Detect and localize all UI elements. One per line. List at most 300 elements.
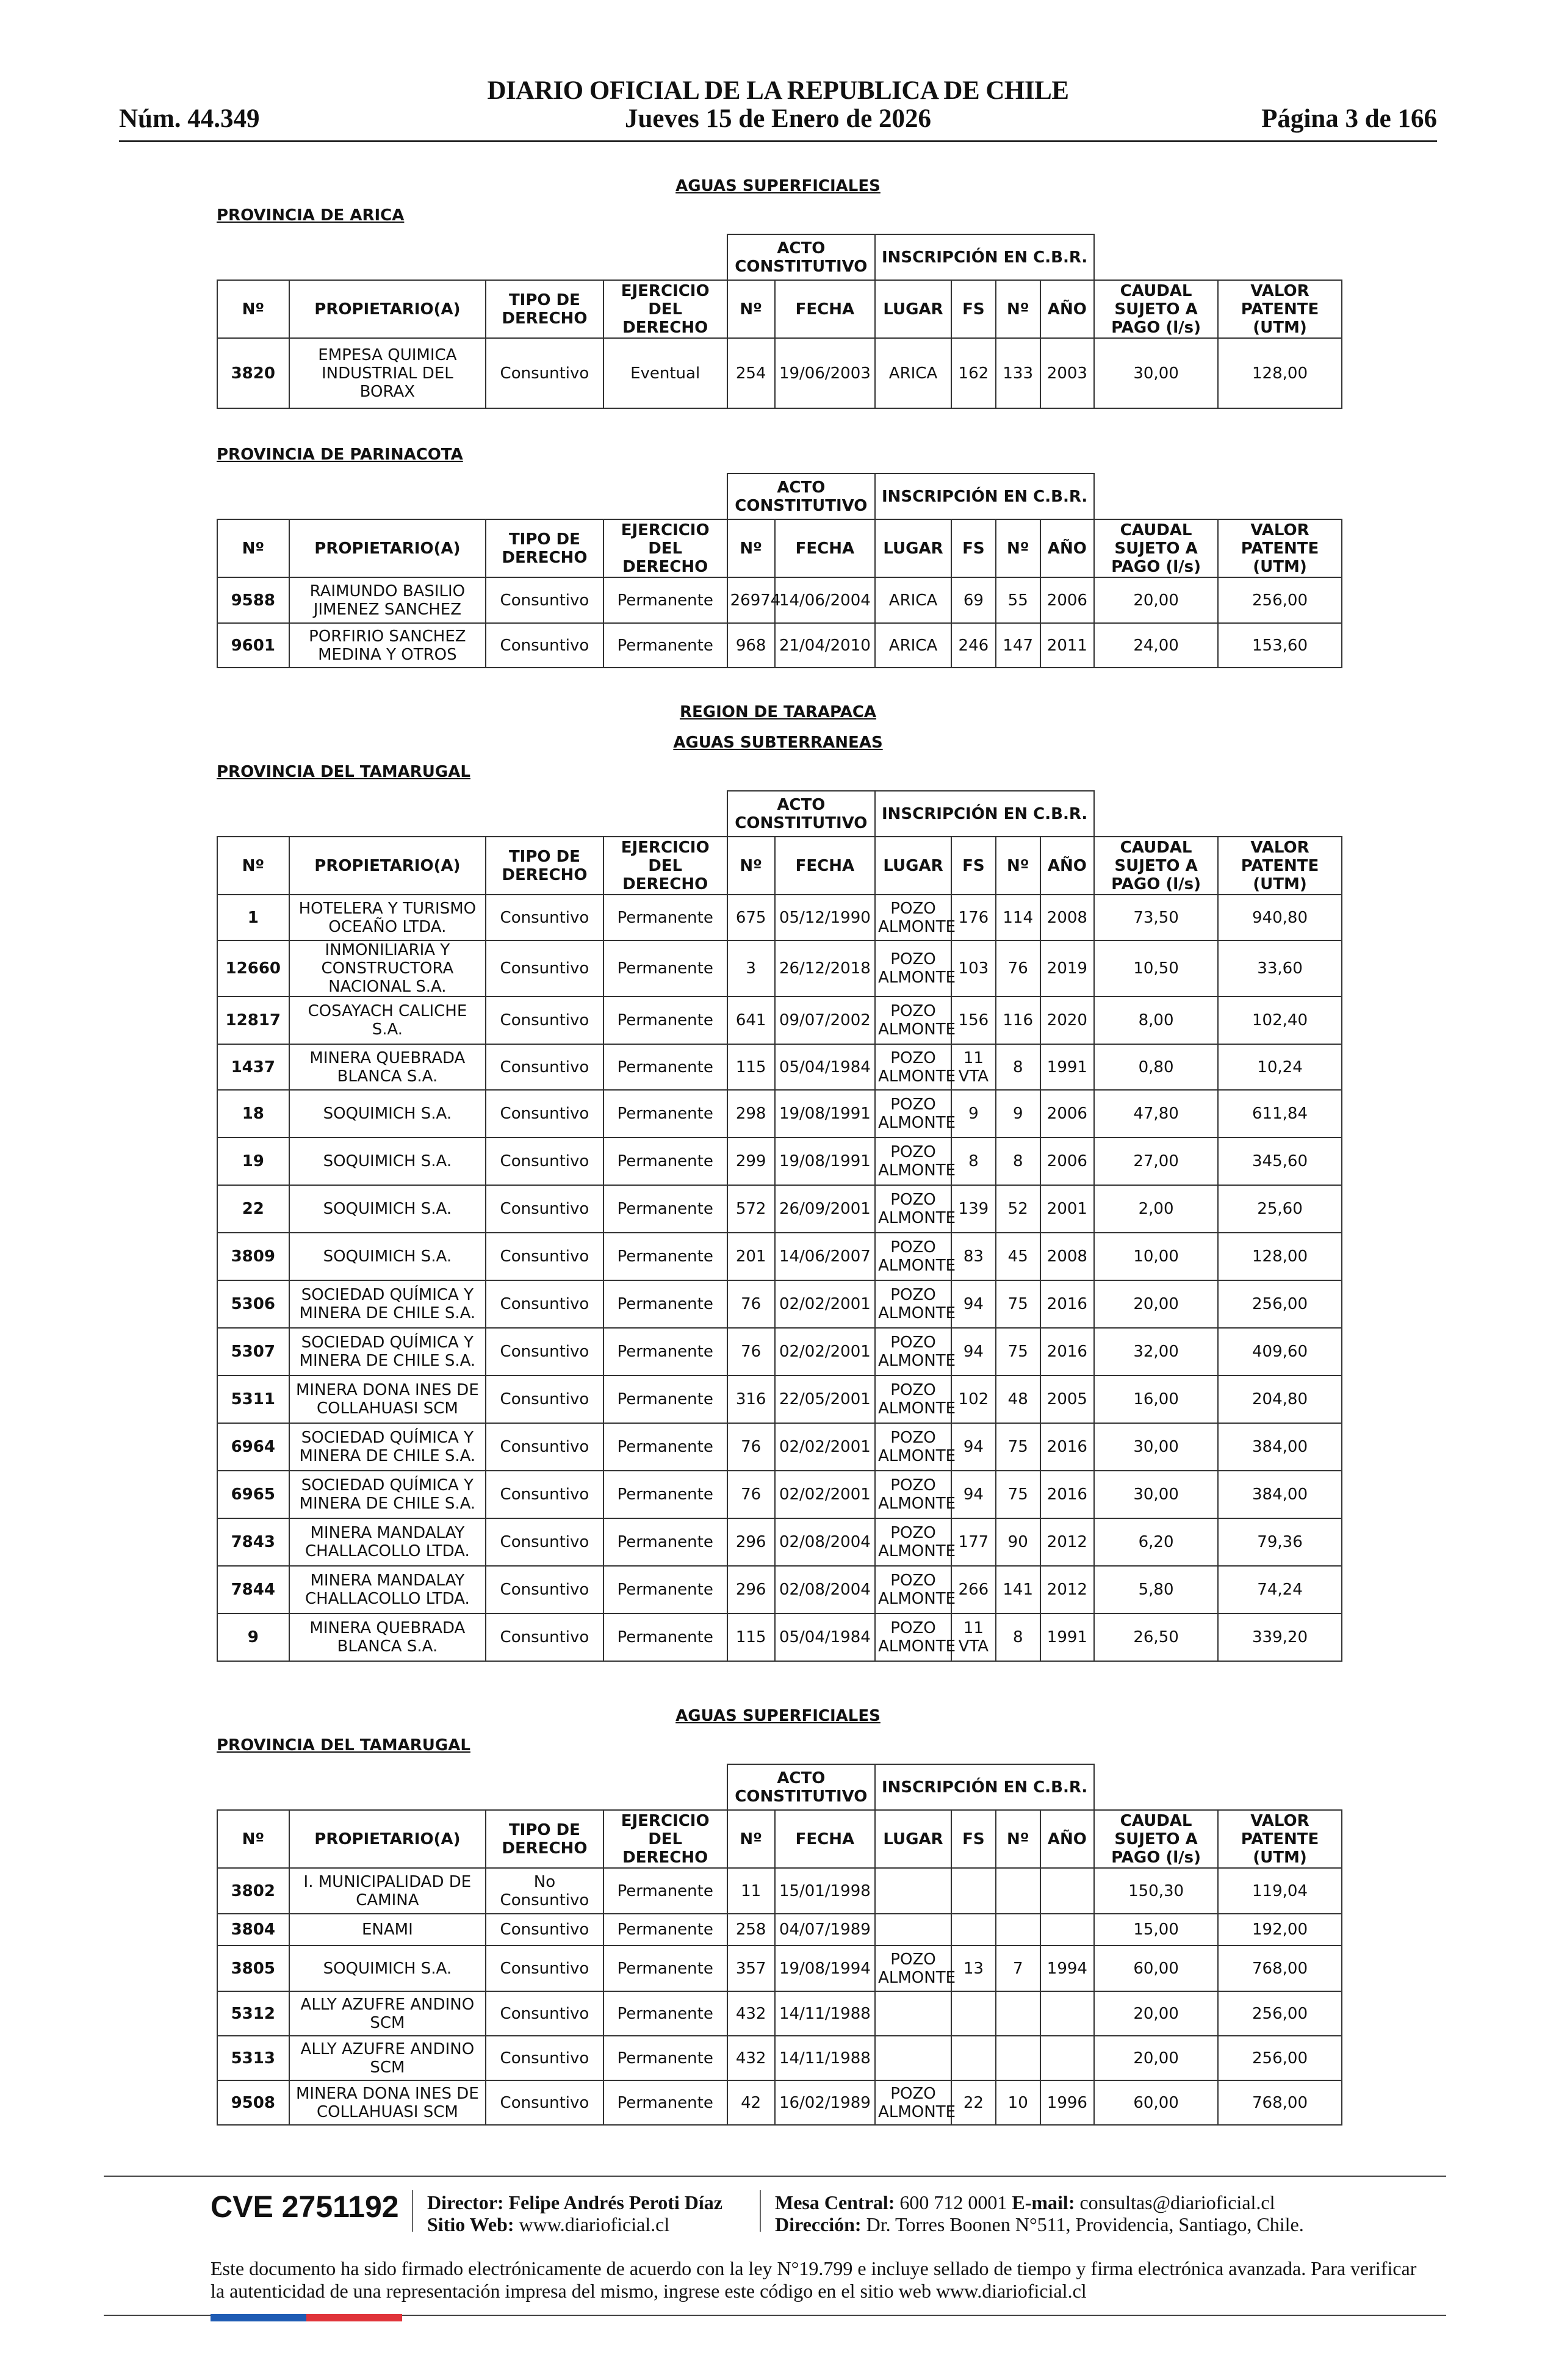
website-link[interactable]: www.diarioficial.cl — [519, 2213, 670, 2235]
publication-title: DIARIO OFICIAL DE LA REPUBLICA DE CHILE — [487, 76, 1069, 105]
table-row — [217, 1868, 1342, 1914]
valor-patente-cell: 384,00 — [1218, 1423, 1342, 1471]
anio-cell: 2005 — [1040, 1376, 1094, 1423]
header-spacer — [217, 234, 727, 280]
valor-patente-cell: 339,20 — [1218, 1614, 1342, 1661]
fs-cell: 156 — [951, 997, 996, 1044]
propietario-header: PROPIETARIO(A) — [289, 519, 486, 577]
valor-patente-cell: 940,80 — [1218, 895, 1342, 940]
inscripcion-numero-cell: 45 — [996, 1233, 1040, 1280]
ejercicio-cell: Eventual — [603, 338, 727, 408]
lugar-cell: POZO ALMONTE — [875, 1138, 951, 1185]
acto-numero-header: Nº — [727, 280, 775, 338]
propietario-cell: INMONILIARIA Y CONSTRUCTORA NACIONAL S.A. — [289, 940, 486, 997]
address-text: Dr. Torres Boonen N°511, Providencia, Santiago, Chile. — [866, 2213, 1304, 2235]
lugar-cell: POZO ALMONTE — [875, 997, 951, 1044]
fs-cell: 13 — [951, 1945, 996, 1991]
propietario-cell: MINERA QUEBRADA BLANCA S.A. — [289, 1044, 486, 1090]
tipo-derecho-header: TIPO DE DERECHO — [486, 519, 603, 577]
fs-cell: 69 — [951, 577, 996, 623]
lugar-cell: ARICA — [875, 623, 951, 668]
numero-cell: 1 — [217, 895, 289, 940]
anio-header: AÑO — [1040, 837, 1094, 895]
acto-fecha-cell: 14/11/1988 — [775, 1991, 875, 2036]
mesa-label: Mesa Central: — [775, 2191, 895, 2213]
lugar-cell: POZO ALMONTE — [875, 1376, 951, 1423]
tipo-derecho-cell: Consuntivo — [486, 2080, 603, 2125]
acto-numero-header: Nº — [727, 519, 775, 577]
fs-cell — [951, 2036, 996, 2080]
ejercicio-header: EJERCICIO DEL DERECHO — [603, 837, 727, 895]
tipo-derecho-cell: Consuntivo — [486, 940, 603, 997]
valor-patente-cell: 256,00 — [1218, 1280, 1342, 1328]
inscripcion-numero-cell: 141 — [996, 1566, 1040, 1614]
valor-patente-cell: 33,60 — [1218, 940, 1342, 997]
anio-cell: 2003 — [1040, 338, 1094, 408]
lugar-cell: POZO ALMONTE — [875, 1090, 951, 1138]
caudal-cell: 32,00 — [1094, 1328, 1218, 1376]
director-name: Felipe Andrés Peroti Díaz — [508, 2191, 722, 2213]
caudal-cell: 20,00 — [1094, 577, 1218, 623]
fs-cell: 83 — [951, 1233, 996, 1280]
anio-cell: 2016 — [1040, 1328, 1094, 1376]
page-number: Página 3 de 166 — [1261, 104, 1437, 133]
tipo-derecho-header: TIPO DE DERECHO — [486, 1810, 603, 1868]
ejercicio-cell: Permanente — [603, 623, 727, 668]
inscripcion-header: INSCRIPCIÓN EN C.B.R. — [875, 234, 1094, 280]
acto-numero-cell: 298 — [727, 1090, 775, 1138]
propietario-cell: SOQUIMICH S.A. — [289, 1138, 486, 1185]
inscripcion-numero-cell — [996, 1868, 1040, 1914]
ejercicio-header: EJERCICIO DEL DERECHO — [603, 519, 727, 577]
header-spacer — [217, 1764, 727, 1810]
table-row — [217, 1138, 1342, 1185]
inscripcion-numero-header: Nº — [996, 837, 1040, 895]
acto-fecha-cell: 02/02/2001 — [775, 1471, 875, 1518]
acto-fecha-cell: 16/02/1989 — [775, 2080, 875, 2125]
tipo-derecho-cell: Consuntivo — [486, 577, 603, 623]
tipo-derecho-cell: Consuntivo — [486, 623, 603, 668]
anio-cell: 2006 — [1040, 577, 1094, 623]
inscripcion-numero-cell: 114 — [996, 895, 1040, 940]
director-label: Director: — [427, 2191, 504, 2213]
anio-cell: 1991 — [1040, 1044, 1094, 1090]
propietario-cell: COSAYACH CALICHE S.A. — [289, 997, 486, 1044]
acto-fecha-cell: 02/02/2001 — [775, 1328, 875, 1376]
valor-patente-header: VALOR PATENTE (UTM) — [1218, 519, 1342, 577]
column-header-row — [217, 1810, 1342, 1868]
section-heading: AGUAS SUPERFICIALES — [675, 177, 881, 195]
ejercicio-header: EJERCICIO DEL DERECHO — [603, 280, 727, 338]
anio-cell — [1040, 2036, 1094, 2080]
acto-numero-cell: 357 — [727, 1945, 775, 1991]
acto-fecha-cell: 02/08/2004 — [775, 1566, 875, 1614]
inscripcion-numero-cell — [996, 2036, 1040, 2080]
valor-patente-cell: 10,24 — [1218, 1044, 1342, 1090]
table-row — [217, 940, 1342, 997]
propietario-cell: MINERA DONA INES DE COLLAHUASI SCM — [289, 2080, 486, 2125]
acto-numero-cell: 296 — [727, 1566, 775, 1614]
group-header-row — [217, 474, 1342, 519]
fs-cell: 103 — [951, 940, 996, 997]
lugar-cell: POZO ALMONTE — [875, 1471, 951, 1518]
fs-cell: 11 VTA — [951, 1614, 996, 1661]
propietario-cell: MINERA DONA INES DE COLLAHUASI SCM — [289, 1376, 486, 1423]
numero-cell: 12660 — [217, 940, 289, 997]
inscripcion-numero-cell: 90 — [996, 1518, 1040, 1566]
ejercicio-cell: Permanente — [603, 1044, 727, 1090]
anio-cell: 2012 — [1040, 1518, 1094, 1566]
lugar-cell — [875, 2036, 951, 2080]
numero-header: Nº — [217, 519, 289, 577]
inscripcion-numero-header: Nº — [996, 280, 1040, 338]
inscripcion-header: INSCRIPCIÓN EN C.B.R. — [875, 1764, 1094, 1810]
acto-fecha-cell: 26/09/2001 — [775, 1185, 875, 1233]
caudal-cell: 6,20 — [1094, 1518, 1218, 1566]
propietario-cell: ENAMI — [289, 1914, 486, 1945]
tipo-derecho-cell: Consuntivo — [486, 1518, 603, 1566]
lugar-cell: ARICA — [875, 338, 951, 408]
fs-cell — [951, 1868, 996, 1914]
acto-fecha-cell: 15/01/1998 — [775, 1868, 875, 1914]
caudal-cell: 30,00 — [1094, 1423, 1218, 1471]
acto-fecha-header: FECHA — [775, 280, 875, 338]
inscripcion-numero-cell: 7 — [996, 1945, 1040, 1991]
fs-cell — [951, 1914, 996, 1945]
propietario-cell: SOCIEDAD QUÍMICA Y MINERA DE CHILE S.A. — [289, 1328, 486, 1376]
numero-cell: 3802 — [217, 1868, 289, 1914]
ejercicio-cell: Permanente — [603, 1376, 727, 1423]
acto-fecha-cell: 14/06/2004 — [775, 577, 875, 623]
inscripcion-numero-cell: 8 — [996, 1044, 1040, 1090]
caudal-cell: 5,80 — [1094, 1566, 1218, 1614]
propietario-cell: EMPESA QUIMICA INDUSTRIAL DEL BORAX — [289, 338, 486, 408]
fs-header: FS — [951, 280, 996, 338]
fs-cell: 94 — [951, 1423, 996, 1471]
footer-divider — [412, 2190, 413, 2232]
caudal-cell: 16,00 — [1094, 1376, 1218, 1423]
website-label: Sitio Web: — [427, 2213, 514, 2235]
fs-cell: 177 — [951, 1518, 996, 1566]
caudal-header: CAUDAL SUJETO A PAGO (l/s) — [1094, 519, 1218, 577]
valor-patente-header: VALOR PATENTE (UTM) — [1218, 280, 1342, 338]
propietario-header: PROPIETARIO(A) — [289, 1810, 486, 1868]
table-row — [217, 1185, 1342, 1233]
acto-numero-cell: 432 — [727, 2036, 775, 2080]
caudal-cell: 27,00 — [1094, 1138, 1218, 1185]
anio-cell: 2020 — [1040, 997, 1094, 1044]
lugar-cell — [875, 1868, 951, 1914]
anio-cell: 2006 — [1040, 1138, 1094, 1185]
water-rights-table — [217, 473, 1342, 668]
lugar-header: LUGAR — [875, 837, 951, 895]
header-spacer — [217, 791, 727, 837]
acto-fecha-cell: 02/02/2001 — [775, 1280, 875, 1328]
lugar-cell: POZO ALMONTE — [875, 2080, 951, 2125]
propietario-cell: SOCIEDAD QUÍMICA Y MINERA DE CHILE S.A. — [289, 1280, 486, 1328]
acto-fecha-cell: 05/04/1984 — [775, 1614, 875, 1661]
acto-fecha-header: FECHA — [775, 1810, 875, 1868]
propietario-cell: RAIMUNDO BASILIO JIMENEZ SANCHEZ — [289, 577, 486, 623]
numero-cell: 22 — [217, 1185, 289, 1233]
acto-numero-cell: 76 — [727, 1280, 775, 1328]
table-row — [217, 1233, 1342, 1280]
ejercicio-cell: Permanente — [603, 997, 727, 1044]
propietario-cell: ALLY AZUFRE ANDINO SCM — [289, 1991, 486, 2036]
tipo-derecho-cell: Consuntivo — [486, 338, 603, 408]
footer-divider — [760, 2190, 761, 2232]
numero-cell: 12817 — [217, 997, 289, 1044]
caudal-cell: 20,00 — [1094, 1280, 1218, 1328]
numero-cell: 9508 — [217, 2080, 289, 2125]
acto-numero-cell: 3 — [727, 940, 775, 997]
tipo-derecho-cell: Consuntivo — [486, 1138, 603, 1185]
email-link[interactable]: consultas@diarioficial.cl — [1079, 2191, 1275, 2213]
propietario-cell: SOCIEDAD QUÍMICA Y MINERA DE CHILE S.A. — [289, 1423, 486, 1471]
acto-numero-cell: 115 — [727, 1044, 775, 1090]
numero-cell: 3804 — [217, 1914, 289, 1945]
caudal-cell: 24,00 — [1094, 623, 1218, 668]
numero-header: Nº — [217, 280, 289, 338]
caudal-header: CAUDAL SUJETO A PAGO (l/s) — [1094, 837, 1218, 895]
ejercicio-cell: Permanente — [603, 1991, 727, 2036]
tipo-derecho-cell: Consuntivo — [486, 1090, 603, 1138]
anio-cell: 2008 — [1040, 1233, 1094, 1280]
issue-number: Núm. 44.349 — [119, 104, 260, 133]
lugar-cell: POZO ALMONTE — [875, 1566, 951, 1614]
acto-numero-header: Nº — [727, 1810, 775, 1868]
column-header-row — [217, 837, 1342, 895]
tipo-derecho-cell: Consuntivo — [486, 1328, 603, 1376]
table-row — [217, 895, 1342, 940]
numero-cell: 1437 — [217, 1044, 289, 1090]
lugar-header: LUGAR — [875, 519, 951, 577]
propietario-cell: SOCIEDAD QUÍMICA Y MINERA DE CHILE S.A. — [289, 1471, 486, 1518]
anio-cell: 2006 — [1040, 1090, 1094, 1138]
ejercicio-cell: Permanente — [603, 1471, 727, 1518]
numero-cell: 5312 — [217, 1991, 289, 2036]
footer-contact-block — [775, 2191, 1304, 2235]
ejercicio-cell: Permanente — [603, 1945, 727, 1991]
numero-cell: 5311 — [217, 1376, 289, 1423]
inscripcion-header: INSCRIPCIÓN EN C.B.R. — [875, 474, 1094, 519]
ejercicio-cell: Permanente — [603, 1566, 727, 1614]
fs-cell: 176 — [951, 895, 996, 940]
cve-code: CVE 2751192 — [211, 2190, 399, 2224]
fs-cell: 9 — [951, 1090, 996, 1138]
inscripcion-numero-cell: 8 — [996, 1614, 1040, 1661]
inscripcion-numero-cell: 76 — [996, 940, 1040, 997]
water-rights-table — [217, 790, 1342, 1662]
caudal-cell: 30,00 — [1094, 1471, 1218, 1518]
tipo-derecho-cell: Consuntivo — [486, 1614, 603, 1661]
tipo-derecho-cell: Consuntivo — [486, 1233, 603, 1280]
header-spacer — [1094, 234, 1342, 280]
ejercicio-cell: Permanente — [603, 1518, 727, 1566]
numero-cell: 3809 — [217, 1233, 289, 1280]
ejercicio-cell: Permanente — [603, 1914, 727, 1945]
acto-fecha-cell: 19/06/2003 — [775, 338, 875, 408]
region-heading: REGION DE TARAPACA — [679, 703, 877, 721]
propietario-header: PROPIETARIO(A) — [289, 280, 486, 338]
table-row — [217, 1945, 1342, 1991]
inscripcion-numero-header: Nº — [996, 519, 1040, 577]
acto-numero-cell: 968 — [727, 623, 775, 668]
anio-header: AÑO — [1040, 1810, 1094, 1868]
group-header-row — [217, 234, 1342, 280]
inscripcion-numero-cell: 75 — [996, 1280, 1040, 1328]
tipo-derecho-cell: No Consuntivo — [486, 1868, 603, 1914]
inscripcion-numero-cell: 55 — [996, 577, 1040, 623]
anio-cell: 1994 — [1040, 1945, 1094, 1991]
fs-header: FS — [951, 519, 996, 577]
inscripcion-numero-cell — [996, 1991, 1040, 2036]
acto-numero-cell: 76 — [727, 1328, 775, 1376]
propietario-cell: SOQUIMICH S.A. — [289, 1945, 486, 1991]
lugar-header: LUGAR — [875, 280, 951, 338]
group-header-row — [217, 1764, 1342, 1810]
inscripcion-numero-cell: 75 — [996, 1423, 1040, 1471]
column-header-row — [217, 280, 1342, 338]
acto-numero-cell: 296 — [727, 1518, 775, 1566]
acto-numero-cell: 432 — [727, 1991, 775, 2036]
acto-numero-cell: 42 — [727, 2080, 775, 2125]
anio-cell — [1040, 1914, 1094, 1945]
tipo-derecho-cell: Consuntivo — [486, 1566, 603, 1614]
acto-fecha-cell: 05/12/1990 — [775, 895, 875, 940]
valor-patente-cell: 611,84 — [1218, 1090, 1342, 1138]
ejercicio-cell: Permanente — [603, 1868, 727, 1914]
anio-cell: 2016 — [1040, 1423, 1094, 1471]
inscripcion-numero-cell: 9 — [996, 1090, 1040, 1138]
table-row — [217, 997, 1342, 1044]
province-heading: PROVINCIA DE ARICA — [217, 206, 405, 225]
inscripcion-numero-cell: 52 — [996, 1185, 1040, 1233]
tipo-derecho-header: TIPO DE DERECHO — [486, 837, 603, 895]
anio-cell: 2008 — [1040, 895, 1094, 940]
flag-stripe-red — [306, 2314, 402, 2321]
acto-numero-cell: 76 — [727, 1471, 775, 1518]
tipo-derecho-header: TIPO DE DERECHO — [486, 280, 603, 338]
numero-cell: 19 — [217, 1138, 289, 1185]
fs-cell: 162 — [951, 338, 996, 408]
province-heading: PROVINCIA DEL TAMARUGAL — [217, 1736, 470, 1754]
caudal-cell: 150,30 — [1094, 1868, 1218, 1914]
inscripcion-numero-cell: 116 — [996, 997, 1040, 1044]
valor-patente-cell: 153,60 — [1218, 623, 1342, 668]
table-row — [217, 1566, 1342, 1614]
acto-fecha-cell: 14/06/2007 — [775, 1233, 875, 1280]
caudal-cell: 47,80 — [1094, 1090, 1218, 1138]
inscripcion-numero-cell — [996, 1914, 1040, 1945]
acto-fecha-header: FECHA — [775, 519, 875, 577]
propietario-cell: MINERA QUEBRADA BLANCA S.A. — [289, 1614, 486, 1661]
numero-cell: 5313 — [217, 2036, 289, 2080]
fs-header: FS — [951, 837, 996, 895]
ejercicio-cell: Permanente — [603, 1185, 727, 1233]
table-row — [217, 1518, 1342, 1566]
valor-patente-cell: 192,00 — [1218, 1914, 1342, 1945]
tipo-derecho-cell: Consuntivo — [486, 1185, 603, 1233]
anio-cell: 1996 — [1040, 2080, 1094, 2125]
caudal-cell: 20,00 — [1094, 1991, 1218, 2036]
caudal-cell: 60,00 — [1094, 2080, 1218, 2125]
acto-fecha-cell: 21/04/2010 — [775, 623, 875, 668]
numero-header: Nº — [217, 837, 289, 895]
anio-cell: 2001 — [1040, 1185, 1094, 1233]
footer-director-block — [427, 2191, 722, 2235]
numero-cell: 6964 — [217, 1423, 289, 1471]
valor-patente-cell: 256,00 — [1218, 577, 1342, 623]
fs-cell: 8 — [951, 1138, 996, 1185]
lugar-cell: POZO ALMONTE — [875, 1280, 951, 1328]
acto-numero-cell: 26974 — [727, 577, 775, 623]
tipo-derecho-cell: Consuntivo — [486, 1423, 603, 1471]
caudal-cell: 20,00 — [1094, 2036, 1218, 2080]
acto-fecha-cell: 05/04/1984 — [775, 1044, 875, 1090]
lugar-header: LUGAR — [875, 1810, 951, 1868]
anio-cell: 2016 — [1040, 1471, 1094, 1518]
caudal-cell: 2,00 — [1094, 1185, 1218, 1233]
acto-numero-cell: 675 — [727, 895, 775, 940]
acto-numero-cell: 76 — [727, 1423, 775, 1471]
fs-cell — [951, 1991, 996, 2036]
valor-patente-cell: 119,04 — [1218, 1868, 1342, 1914]
ejercicio-cell: Permanente — [603, 895, 727, 940]
ejercicio-cell: Permanente — [603, 940, 727, 997]
acto-fecha-cell: 19/08/1991 — [775, 1090, 875, 1138]
numero-cell: 9601 — [217, 623, 289, 668]
acto-constitutivo-header: ACTO CONSTITUTIVO — [727, 234, 875, 280]
tipo-derecho-cell: Consuntivo — [486, 1945, 603, 1991]
address-label: Dirección: — [775, 2213, 862, 2235]
lugar-cell — [875, 1914, 951, 1945]
anio-cell: 2016 — [1040, 1280, 1094, 1328]
valor-patente-cell: 409,60 — [1218, 1328, 1342, 1376]
anio-cell: 2012 — [1040, 1566, 1094, 1614]
numero-cell: 6965 — [217, 1471, 289, 1518]
caudal-cell: 0,80 — [1094, 1044, 1218, 1090]
valor-patente-header: VALOR PATENTE (UTM) — [1218, 837, 1342, 895]
valor-patente-cell: 345,60 — [1218, 1138, 1342, 1185]
fs-cell: 11 VTA — [951, 1044, 996, 1090]
column-header-row — [217, 519, 1342, 577]
ejercicio-header: EJERCICIO DEL DERECHO — [603, 1810, 727, 1868]
acto-numero-cell: 641 — [727, 997, 775, 1044]
valor-patente-cell: 102,40 — [1218, 997, 1342, 1044]
inscripcion-numero-cell: 10 — [996, 2080, 1040, 2125]
ejercicio-cell: Permanente — [603, 1138, 727, 1185]
table-row — [217, 1471, 1342, 1518]
page-footer — [104, 2176, 1446, 2328]
valor-patente-cell: 256,00 — [1218, 2036, 1342, 2080]
header-spacer — [1094, 474, 1342, 519]
anio-cell: 2019 — [1040, 940, 1094, 997]
anio-cell: 1991 — [1040, 1614, 1094, 1661]
ejercicio-cell: Permanente — [603, 1328, 727, 1376]
province-heading: PROVINCIA DE PARINACOTA — [217, 445, 463, 464]
lugar-cell: POZO ALMONTE — [875, 1518, 951, 1566]
numero-cell: 5306 — [217, 1280, 289, 1328]
acto-constitutivo-header: ACTO CONSTITUTIVO — [727, 474, 875, 519]
fs-cell: 94 — [951, 1328, 996, 1376]
ejercicio-cell: Permanente — [603, 1423, 727, 1471]
table-row — [217, 2080, 1342, 2125]
inscripcion-numero-cell: 48 — [996, 1376, 1040, 1423]
acto-numero-cell: 258 — [727, 1914, 775, 1945]
caudal-header: CAUDAL SUJETO A PAGO (l/s) — [1094, 1810, 1218, 1868]
acto-numero-header: Nº — [727, 837, 775, 895]
